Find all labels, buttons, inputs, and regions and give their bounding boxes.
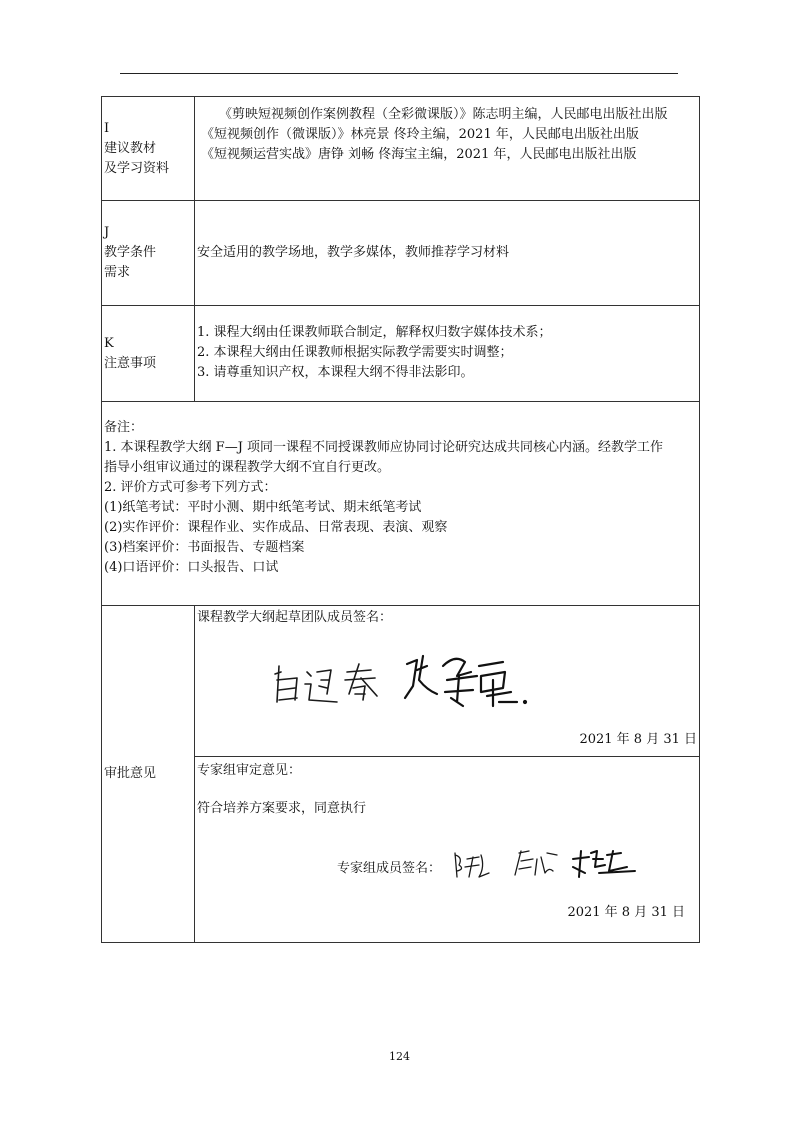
expert-sign-label: 专家组成员签名： (337, 861, 442, 876)
materials-label: I 建议教材 及学习资料 (102, 97, 195, 201)
remarks-content (102, 402, 700, 606)
remarks-line: 1. 本课程教学大纲 F—J 项同一课程不同授课教师应协同讨论研究达成共同核心内涵。经教学工作 (104, 440, 664, 455)
expert-cell (195, 757, 700, 943)
remarks-title: 备注： (104, 420, 144, 435)
drafting-heading: 课程教学大纲起草团队成员签名： (197, 610, 393, 625)
expert-opinion: 符合培养方案要求，同意执行 (197, 801, 367, 816)
expert-signatures (449, 837, 649, 887)
remarks-line: 指导小组审议通过的课程教学大纲不宜自行更改。 (104, 460, 391, 475)
remarks-line: (1)纸笔考试：平时小测、期中纸笔考试、期末纸笔考试 (104, 500, 422, 515)
expert-heading: 专家组审定意见： (197, 763, 302, 778)
approval-row-drafting (102, 606, 700, 757)
drafting-cell (195, 606, 700, 757)
approval-label: 审批意见 (102, 606, 195, 943)
conditions-content: 安全适用的教学场地，教学多媒体，教师推荐学习材料 (195, 201, 700, 306)
note-3: 3. 请尊重知识产权，本课程大纲不得非法影印。 (197, 365, 474, 380)
note-1: 1. 课程大纲由任课教师联合制定，解释权归数字媒体技术系； (197, 325, 552, 340)
syllabus-table (101, 96, 700, 943)
remarks-line: (2)实作评价：课程作业、实作成品、日常表现、表演、观察 (104, 520, 448, 535)
header-rule (120, 73, 678, 74)
textbook-1: 《剪映短视频创作案例教程（全彩微课版）》陈志明主编，人民邮电出版社出版 (219, 107, 668, 122)
textbook-3: 《短视频运营实战》唐铮 刘畅 佟海宝主编，2021 年，人民邮电出版社出版 (201, 147, 637, 162)
notes-content (195, 306, 700, 402)
note-2: 2. 本课程大纲由任课教师根据实际教学需要实时调整； (197, 345, 513, 360)
conditions-row (102, 201, 700, 306)
textbook-2: 《短视频创作（微课版）》林亮景 佟玲主编，2021 年，人民邮电出版社出版 (201, 127, 639, 142)
drafting-date: 2021 年 8 月 31 日 (579, 732, 697, 747)
notes-row (102, 306, 700, 402)
conditions-label: J 教学条件 需求 (102, 201, 195, 306)
remarks-row (102, 402, 700, 606)
drafting-signatures (267, 636, 547, 716)
notes-label: K 注意事项 (102, 306, 195, 402)
page-number: 124 (389, 1050, 410, 1063)
materials-row (102, 97, 700, 201)
remarks-line: 2. 评价方式可参考下列方式： (104, 480, 277, 495)
expert-date: 2021 年 8 月 31 日 (567, 905, 685, 920)
remarks-line: (3)档案评价：书面报告、专题档案 (104, 540, 305, 555)
materials-content (195, 97, 700, 201)
remarks-line: (4)口语评价：口头报告、口试 (104, 560, 279, 575)
